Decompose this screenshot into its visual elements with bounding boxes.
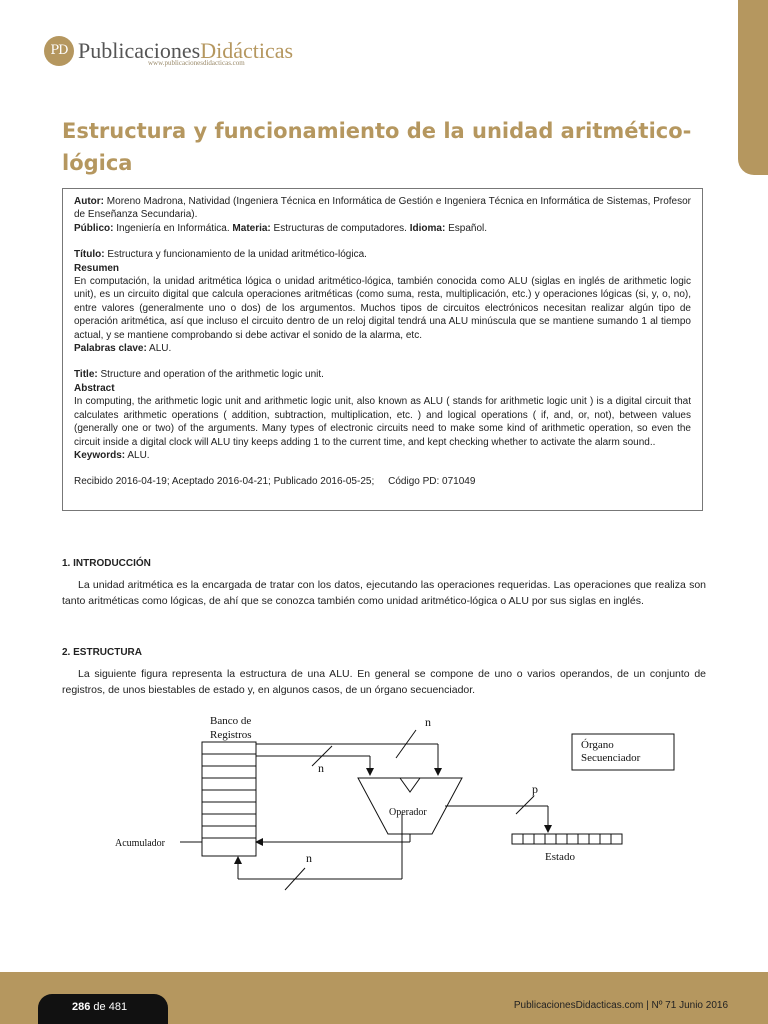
brand-name-part2: Didácticas (200, 38, 294, 63)
bus-width-n-top: n (425, 715, 431, 729)
status-flip-flops (512, 834, 622, 844)
abstract-heading: Abstract (74, 382, 115, 394)
spanish-keywords-line (74, 342, 691, 355)
english-title-label: Title: (74, 369, 98, 381)
spanish-title-line (74, 248, 691, 261)
resumen-text: En computación, la unidad aritmética lógica o unidad aritmético-lógica, también conocida como ALU (siglas en inglés de arithmetic logic unit), es un circuito digital que calcula operaciones aritméticas (como suma, resta, multiplicación, etc.) y operaciones lógicas (si, y, o, no), entre valores (generalmente uno o dos) de los argumentos. Muchos tipos de circuitos electrónicos necesitan realizar algún tipo de operación aritmética, así que incluso el circuito dentro de un reloj digital tendrá una ALU minúscula que se mantiene sumando 1 al tiempo actual, y se mantiene comprobando si debe activar el sonido de la alarma, etc. (74, 276, 691, 341)
brand-name-part1: Publicaciones (78, 38, 201, 63)
brand-url: www.publicacionesdidacticas.com (148, 59, 245, 67)
section-text-estructura: La siguiente figura representa la estructura de una ALU. En general se compone de uno o varios operandos, de un conjunto de registros, de unos biestables de estado y, en algunos casos, de un órgano secuenciador. (62, 668, 706, 696)
author-line (74, 195, 691, 222)
spanish-keywords-value: ALU. (146, 343, 172, 355)
logo-mark-icon: PD (44, 36, 74, 66)
resumen-heading: Resumen (74, 262, 120, 274)
article-title: Estructura y funcionamiento de la unidad aritmético-lógica (62, 119, 692, 175)
accumulator-label: Acumulador (115, 838, 165, 849)
abstract-box (62, 188, 703, 511)
bus-bottom (238, 814, 402, 890)
bus-left (256, 746, 370, 775)
footer-publication-info: PublicacionesDidacticas.com | Nº 71 Junio 2016 (513, 1000, 728, 1011)
abstract-text: In computing, the arithmetic logic unit and arithmetic logic unit, also known as ALU ( stands for arithmetic logic unit ) is a digital circuit that calculates arithmetic operations ( addition, subtraction, multiplication, etc. ) and logical operations ( if, and, or, not), between values (generally one or two) of the arguments. Many types of electronic circuits need to make some kind of arithmetic operation, so even the circuit inside a digital clock will ALU tiny keeps adding 1 to the current time, and kept checking whether to activate the alarm sound.. (74, 396, 691, 448)
operator-label: Operador (389, 807, 427, 818)
received-dates: Recibido 2016-04-19; Aceptado 2016-04-21; Publicado 2016-05-25; (74, 476, 375, 488)
bus-width-n-bottom: n (306, 851, 312, 865)
audience-line (74, 222, 691, 235)
spanish-title-label: Título: (74, 249, 105, 261)
subject-label: Materia: (232, 222, 271, 234)
language-label: Idioma: (409, 222, 446, 234)
english-title-value: Structure and operation of the arithmetic logic unit. (97, 369, 324, 381)
register-bank-label-line2: Registros (210, 729, 252, 741)
bus-width-p: p (532, 782, 538, 796)
dates-line (74, 475, 691, 488)
bus-to-status (445, 796, 548, 832)
english-keywords-value: ALU. (125, 449, 150, 461)
sequencer-label-line1: Órgano (581, 739, 614, 751)
pd-code: Código PD: 071049 (388, 476, 476, 488)
author-value: Moreno Madrona, Natividad (Ingeniera Técnica en Informática de Gestión e Ingeniera Técnica en Informática de Sistemas, Profesor de Enseñanza Secundaria). (74, 196, 691, 221)
author-label: Autor: (74, 196, 104, 207)
english-title-line (74, 368, 691, 381)
audience-value: Ingeniería en Informática. (113, 222, 233, 234)
corner-tab (738, 0, 768, 175)
spanish-title-value: Estructura y funcionamiento de la unidad aritmético-lógica. (104, 249, 367, 261)
section-heading-estructura: 2. ESTRUCTURA (62, 647, 143, 658)
bus-to-accumulator (256, 834, 410, 842)
spanish-keywords-label: Palabras clave: (74, 343, 147, 355)
page-total: 481 (108, 1001, 128, 1013)
register-bank (202, 742, 256, 856)
bus-width-n-left: n (318, 761, 324, 775)
page-current: 286 (72, 1001, 91, 1013)
status-label: Estado (545, 851, 575, 863)
page-of: de (90, 1001, 109, 1013)
section-text-introduccion: La unidad aritmética es la encargada de tratar con los datos, ejecutando las operaciones requeridas. Las operaciones que realiza son tanto aritméticas como lógicas, de ahí que se conozca también como unidad aritmético-lógica o ALU por sus siglas en inglés. (62, 579, 706, 607)
register-bank-label-line1: Banco de (210, 715, 252, 727)
english-keywords-label: Keywords: (74, 449, 126, 461)
bus-top (256, 730, 438, 775)
subject-value: Estructuras de computadores. (270, 222, 410, 234)
alu-structure-diagram (100, 708, 700, 898)
english-keywords-line (74, 449, 691, 462)
sequencer-label-line2: Secuenciador (581, 752, 641, 764)
page-number-badge (38, 994, 168, 1024)
language-value: Español. (445, 222, 488, 234)
audience-label: Público: (74, 222, 114, 234)
section-heading-introduccion: 1. INTRODUCCIÓN (62, 558, 151, 569)
